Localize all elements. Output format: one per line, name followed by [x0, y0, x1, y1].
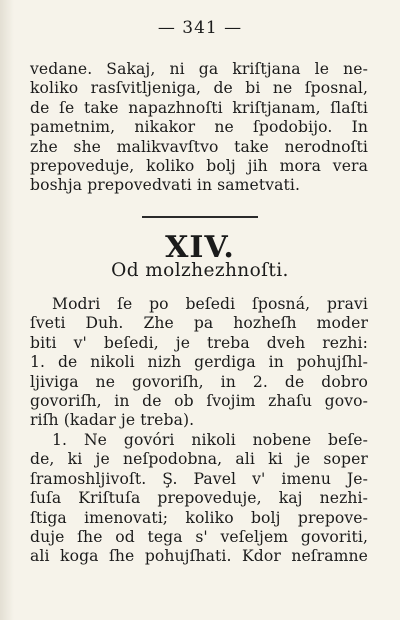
text-line: koliko rasſvitljeniga, de bi ne ſposnal,	[30, 79, 368, 98]
text-line: 1. de nikoli nizh gerdiga in pohujſhl-	[30, 353, 368, 372]
chapter-number: XIV.	[165, 230, 235, 265]
page-number: — 341 —	[157, 18, 243, 38]
section-divider	[142, 216, 258, 218]
text-line: ſuſa Kriſtuſa prepoveduje, kaj nezhi-	[30, 489, 368, 508]
text-line: Modri ſe po beſedi ſposná, pravi	[52, 295, 368, 313]
chapter-title: Od molzhezhnoſti.	[111, 260, 289, 281]
text-line: ljiviga ne govoriſh, in 2. de dobro	[30, 372, 368, 391]
text-line: de, ki je neſpodobna, ali ki je soper	[30, 450, 368, 469]
text-line: ſtiga imenovati; koliko bolj prepove-	[30, 508, 368, 527]
text-line: vedane. Sakaj, ni ga kriſtjana le ne-	[30, 60, 368, 78]
text-line: de ſe take napazhnoſti kriſtjanam, ſlaſti	[30, 98, 368, 117]
text-line: zhe she malikvavſtvo take nerodnoſti	[30, 137, 368, 156]
paragraph-continued	[30, 60, 368, 196]
text-line: ſramoshljivoſt. Ş. Pavel v' imenu Je-	[30, 469, 368, 488]
text-line: 1. Ne govóri nikoli nobene beſe-	[52, 431, 368, 449]
text-line: riſh (kadar je treba).	[30, 411, 195, 430]
text-line: prepoveduje, koliko bolj jih mora vera	[30, 157, 368, 176]
text-line: boshja prepovedvati in sametvati.	[30, 176, 301, 195]
text-line: duje ſhe od tega s' veſeljem govoriti,	[30, 528, 368, 547]
text-line: ali koga ſhe pohujſhati. Kdor neſramne	[30, 547, 368, 566]
text-line: biti v' beſedi, je treba dveh rezhi:	[30, 333, 368, 352]
text-line: govoriſh, in de ob ſvojim zhaſu govo-	[30, 392, 368, 411]
text-line: pametnim, nikakor ne ſpodobijo. In	[30, 118, 368, 137]
text-line: ſveti Duh. Zhe pa hozheſh moder	[30, 314, 368, 333]
paragraph-point-one	[30, 431, 368, 567]
paragraph-intro	[30, 295, 368, 431]
